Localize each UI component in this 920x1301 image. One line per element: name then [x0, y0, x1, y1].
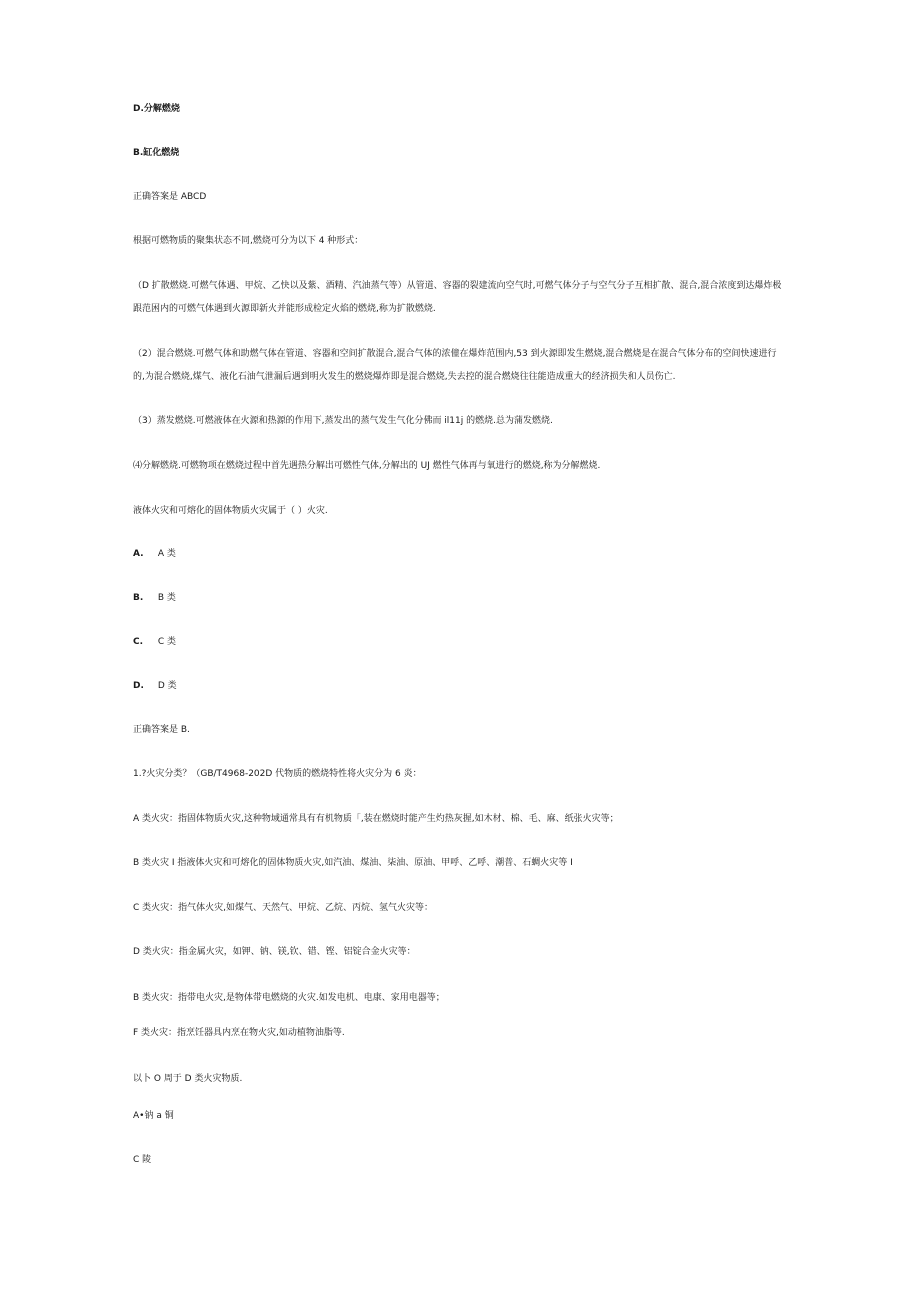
classification-title: 1.?火灾分类？（GB/T4968-202D 代物质的燃烧特性将火灾分为 6 炎：: [133, 769, 422, 779]
option-d-decomposition: D.分解燃烧: [133, 104, 180, 114]
fire-class-d: D 类火灾：指金属火灾，如钾、钠、镁,钦、错、铿、铝锭合金火灾等：: [133, 947, 416, 957]
fire-class-f: F 类火灾：指烹饪器具内烹在物火灾,如动植物油脂等.: [133, 1028, 345, 1038]
option-key: D.: [133, 681, 144, 691]
option-text: C 类: [157, 637, 177, 647]
option-c: C 陵: [133, 1155, 152, 1165]
option-key: A.: [133, 549, 144, 559]
option-a: A•钠 a 铜: [133, 1111, 174, 1121]
fire-class-e: B 类火灾：指带电火灾,是物体带电燃烧的火灾.如发电机、电康、家用电器等；: [133, 993, 445, 1003]
option-text: A 类: [157, 549, 176, 559]
option-b-evaporation: B.缸化燃烧: [133, 148, 180, 158]
option-text: B 类: [157, 593, 176, 603]
option-b: [133, 594, 176, 603]
option-a: [133, 550, 176, 559]
option-c: [133, 638, 176, 647]
fire-class-b: B 类火灾 I 指液体火灾和可熔化的固体物质火灾,如汽油、煤油、柒油、原油、甲呼、乙呼、潮普、石蜩火灾等 I: [133, 858, 573, 868]
option-text: D 类: [157, 681, 177, 691]
option-d: [133, 682, 177, 691]
option-key: B.: [133, 593, 144, 603]
question-stem: 以卜 O 周于 D 类火灾物质.: [133, 1074, 243, 1084]
explanation-item-2: （2）混合燃烧.可燃气体和助燃气体在管道、容器和空间扩散混合,混合气体的浓僮在爆炸范围内,53 到火源即发生燃烧,混合燃烧是在混合气体分布的空间快速进行的,为混合燃烧,煤气、液化石油气泄漏后遇到明火发生的燃烧爆炸即是混合燃烧,失去控的混合燃烧往往能造成重大的经济损失和人员伤亡.: [133, 349, 777, 382]
question-stem: 液体火灾和可熔化的固体物质火灾属于（ ）火灾.: [133, 506, 328, 516]
answer-text: 正确答案是 B.: [133, 725, 190, 735]
explanation-item-4: ⑷分解燃烧.可燃物项在燃烧过程中首先遇热分解出可燃性气体,分解出的 UJ 燃性气体再与氧进行的燃烧,称为分解燃烧.: [133, 461, 601, 471]
explanation-item-1: （D 扩散燃烧.可燃气体遇、甲烷、乙快以及紫、酒精、汽油蒸气等）从管道、容器的裂建流向空气时,可燃气体分子与空气分子互相扩散、混合,混合浓度到达爆炸极跟范困内的可燃气体遇到火源即新火并能形成检定火焰的燃烧,称为扩散燃烧.: [133, 281, 782, 314]
fire-class-c: C 类火灾：指气体火灾,如煤气、天然气、甲烷、乙烷、丙烷、氢气火灾等：: [133, 903, 434, 913]
answer-text: 正确答案是 ABCD: [133, 192, 207, 202]
explanation-item-3: （3）蒸发燃烧.可燃液体在火源和热源的作用下,蒸发出的蒸气发生气化分佛而 il11j 的燃烧.总为蒲发燃烧.: [133, 416, 553, 426]
option-key: C.: [133, 637, 144, 647]
explanation-intro: 根据可燃物质的聚集状态不同,燃烧可分为以下 4 种形式：: [133, 236, 364, 246]
fire-class-a: A 类火灾：指固体物质火灾,这种物域通常具有有机物质「,装在燃烧时能产生灼热灰握,如木材、棉、毛、麻、纸张火灾等；: [133, 814, 619, 824]
